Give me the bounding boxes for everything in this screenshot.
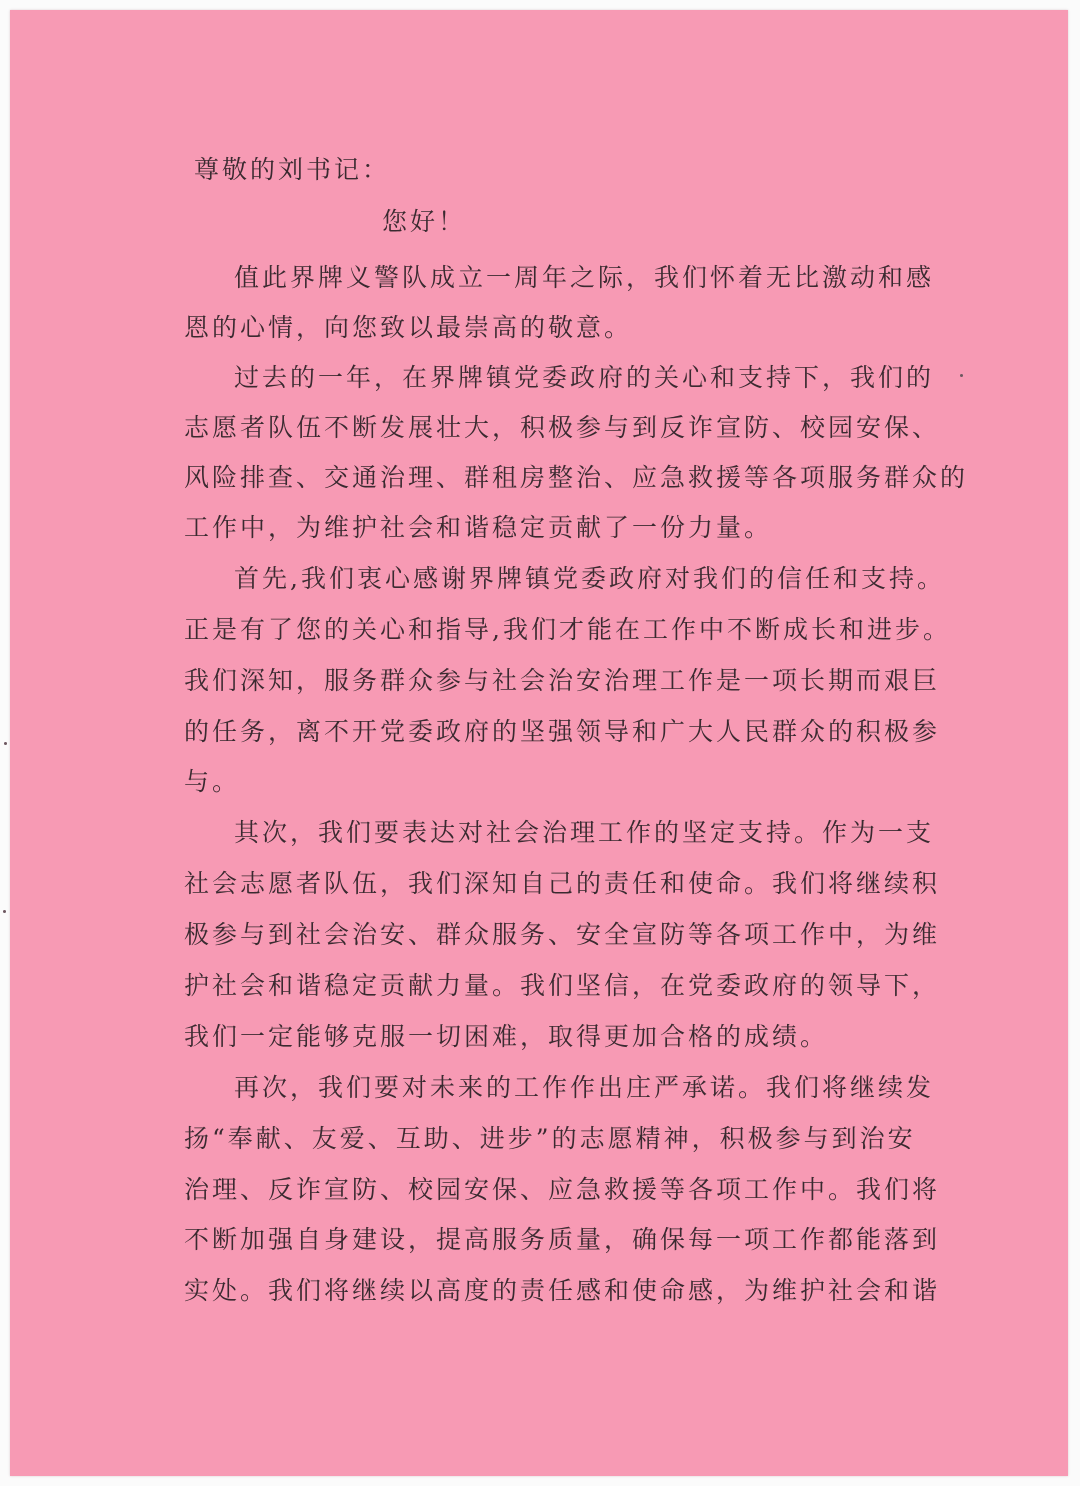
scan-speck (3, 910, 6, 913)
paragraph-line: 的任务，离不开党委政府的坚强领导和广大人民群众的积极参 (184, 717, 941, 746)
paragraph-line: 正是有了您的关心和指导,我们才能在工作中不断成长和进步。 (184, 615, 951, 644)
paragraph-line: 过去的一年，在界牌镇党委政府的关心和支持下，我们的 (234, 363, 935, 392)
paragraph-line: 风险排查、交通治理、群租房整治、应急救援等各项服务群众的 (184, 463, 969, 492)
paragraph-line: 其次，我们要表达对社会治理工作的坚定支持。作为一支 (234, 818, 935, 847)
paragraph-line: 恩的心情，向您致以最崇高的敬意。 (184, 313, 633, 342)
paragraph-line: 极参与到社会治安、群众服务、安全宣防等各项工作中，为维 (184, 920, 941, 949)
paragraph-line: 不断加强自身建设，提高服务质量，确保每一项工作都能落到 (184, 1225, 941, 1254)
paragraph-line: 我们一定能够克服一切困难，取得更加合格的成绩。 (184, 1022, 829, 1051)
paragraph-line: 护社会和谐稳定贡献力量。我们坚信，在党委政府的领导下， (184, 971, 941, 1000)
paragraph-line: 志愿者队伍不断发展壮大，积极参与到反诈宣防、校园安保、 (184, 413, 941, 442)
paragraph-line: 工作中，为维护社会和谐稳定贡献了一份力量。 (184, 513, 773, 542)
scan-speck (4, 742, 7, 745)
paragraph-line: 扬“奉献、友爱、互助、进步”的志愿精神，积极参与到治安 (184, 1124, 916, 1153)
pink-letter-sheet (10, 10, 1068, 1476)
letter-body (10, 10, 1068, 1476)
paragraph-line: 首先,我们衷心感谢界牌镇党委政府对我们的信任和支持。 (234, 564, 945, 593)
paragraph-line: 再次，我们要对未来的工作作出庄严承诺。我们将继续发 (234, 1073, 935, 1102)
greeting: 您好！ (382, 207, 467, 236)
paragraph-line: 值此界牌义警队成立一周年之际，我们怀着无比激动和感 (234, 263, 935, 292)
paragraph-line: 与。 (184, 767, 241, 796)
salutation: 尊敬的刘书记： (194, 155, 391, 184)
paragraph-line: 我们深知，服务群众参与社会治安治理工作是一项长期而艰巨 (184, 666, 941, 695)
paragraph-line: 实处。我们将继续以高度的责任感和使命感，为维护社会和谐 (184, 1276, 941, 1305)
paragraph-line: 社会志愿者队伍，我们深知自己的责任和使命。我们将继续积 (184, 869, 941, 898)
paragraph-line: 治理、反诈宣防、校园安保、应急救援等各项工作中。我们将 (184, 1175, 941, 1204)
paper-speck (960, 374, 963, 377)
